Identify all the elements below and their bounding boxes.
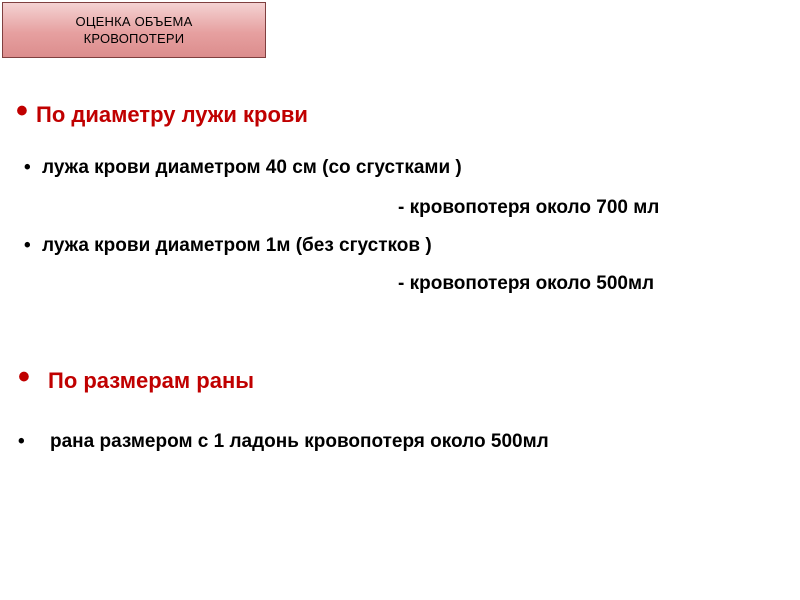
section2-heading-text: По размерам раны <box>48 368 255 393</box>
section1-item1-result: - кровопотеря около 700 мл <box>398 197 660 218</box>
section1-heading <box>16 92 308 130</box>
section1-item2 <box>24 234 432 258</box>
bullet-icon: • <box>16 92 28 130</box>
bullet-icon: • <box>18 431 25 452</box>
section2-item1 <box>18 430 549 454</box>
bullet-icon: • <box>18 358 30 396</box>
section1-item1 <box>24 156 462 180</box>
slide-title: ОЦЕНКА ОБЪЕМА КРОВОПОТЕРИ <box>75 14 193 46</box>
bullet-icon: • <box>24 157 31 178</box>
section1-item1-text: лужа крови диаметром 40 см (со сгустками ) <box>42 157 462 178</box>
section1-heading-text: По диаметру лужи крови <box>36 102 308 127</box>
section1-item2-result: - кровопотеря около 500мл <box>398 273 655 294</box>
bullet-icon: • <box>24 235 31 256</box>
section2-item1-text: рана размером с 1 ладонь кровопотеря около 500мл <box>50 431 549 452</box>
slide-title-box <box>2 2 266 58</box>
section2-heading <box>18 358 255 396</box>
section1-item2-text: лужа крови диаметром 1м (без сгустков ) <box>42 235 432 256</box>
